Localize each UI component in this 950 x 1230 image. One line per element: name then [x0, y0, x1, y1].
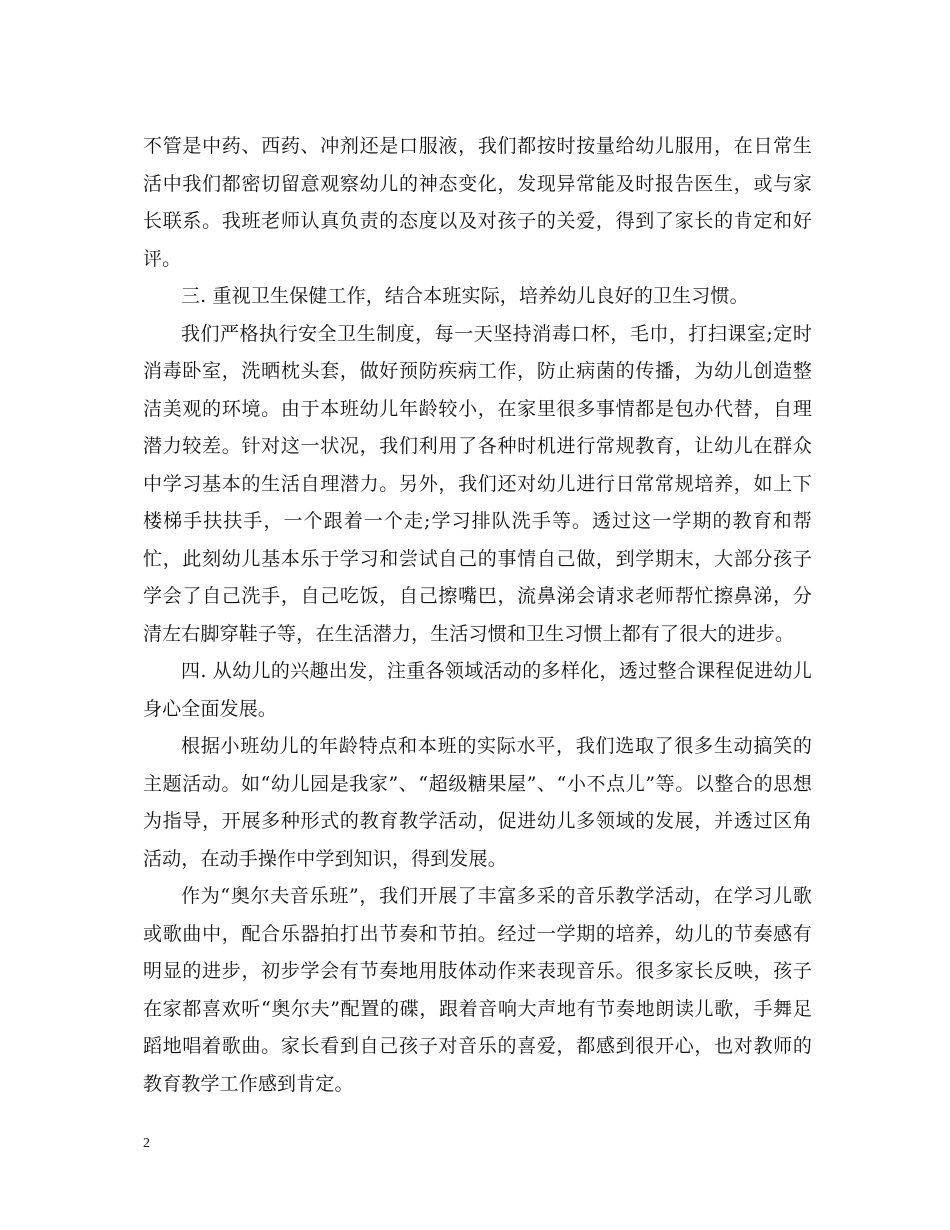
document-body: [143, 128, 812, 1103]
paragraph-theme-activities: 根据小班幼儿的年龄特点和本班的实际水平，我们选取了很多生动搞笑的主题活动。如“幼儿园是我家”、“超级糖果屋”、“小不点儿”等。以整合的思想为指导，开展多种形式的教育教学活动，促进幼儿多领域的发展，并透过区角活动，在动手操作中学到知识，得到发展。: [143, 735, 812, 870]
paragraph-medication-care: 不管是中药、西药、冲剂还是口服液，我们都按时按量给幼儿服用，在日常生活中我们都密切留意观察幼儿的神态变化，发现异常能及时报告医生，或与家长联系。我班老师认真负责的态度以及对孩子的关爱，得到了家长的肯定和好评。: [143, 135, 812, 270]
section-heading-hygiene: 三. 重视卫生保健工作，结合本班实际，培养幼儿良好的卫生习惯。: [181, 285, 749, 307]
page-number: 2: [143, 1136, 150, 1151]
paragraph-hygiene-routine: 我们严格执行安全卫生制度，每一天坚持消毒口杯，毛巾，打扫课室;定时消毒卧室，洗晒枕头套，做好预防疾病工作，防止病菌的传播，为幼儿创造整洁美观的环境。由于本班幼儿年龄较小，在家里很多事情都是包办代替，自理潜力较差。针对这一状况，我们利用了各种时机进行常规教育，让幼儿在群众中学习基本的生活自理潜力。另外，我们还对幼儿进行日常常规培养，如上下楼梯手扶扶手，一个跟着一个走;学习排队洗手等。透过这一学期的教育和帮忙，此刻幼儿基本乐于学习和尝试自己的事情自己做，到学期末，大部分孩子学会了自己洗手，自己吃饭，自己擦嘴巴，流鼻涕会请求老师帮忙擦鼻涕，分清左右脚穿鞋子等，在生活潜力，生活习惯和卫生习惯上都有了很大的进步。: [143, 322, 812, 645]
paragraph-music-class: 作为“奥尔夫音乐班”，我们开展了丰富多采的音乐教学活动，在学习儿歌或歌曲中，配合乐器拍打出节奏和节拍。经过一学期的培养，幼儿的节奏感有明显的进步，初步学会有节奏地用肢体动作来表现音乐。很多家长反映，孩子在家都喜欢听“奥尔夫”配置的碟，跟着音响大声地有节奏地朗读儿歌，手舞足蹈地唱着歌曲。家长看到自己孩子对音乐的喜爱，都感到很开心，也对教师的教育教学工作感到肯定。: [143, 885, 812, 1095]
section-heading-interest: 四. 从幼儿的兴趣出发，注重各领域活动的多样化，透过整合课程促进幼儿身心全面发展。: [143, 660, 812, 720]
